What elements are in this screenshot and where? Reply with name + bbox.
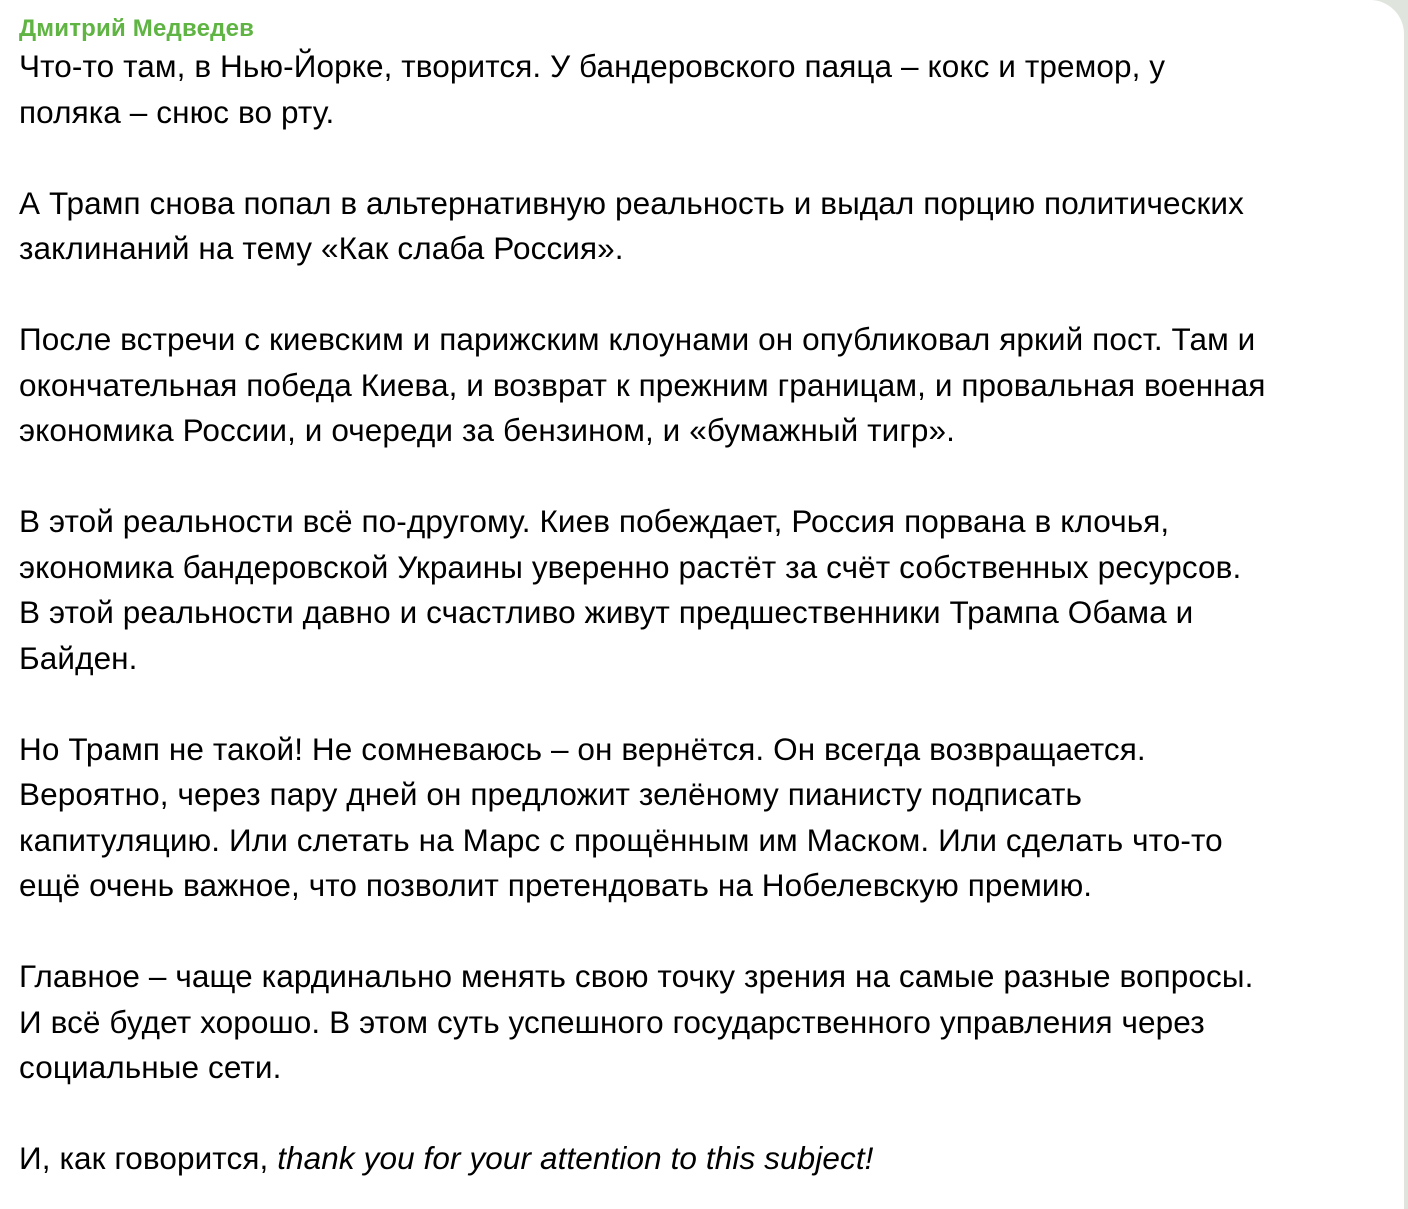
text-line: В этой реальности давно и счастливо живут предшественники Трампа Обама и	[19, 594, 1194, 630]
paragraph-gap	[19, 1091, 1380, 1137]
text-line: окончательная победа Киева, и возврат к прежним границам, и провальная военная	[19, 366, 1266, 403]
text-line: Вероятно, через пару дней он предложит зелёному пианисту подписать	[19, 776, 1083, 812]
message-text	[19, 44, 1380, 1182]
paragraph-gap	[19, 681, 1380, 727]
text-line: Что-то там, в Нью-Йорке, творится. У бандеровского паяца – кокс и тремор, у	[19, 48, 1166, 84]
paragraph-gap	[19, 454, 1380, 500]
paragraph-gap	[19, 135, 1380, 181]
text-line: экономика бандеровской Украины уверенно растёт за счёт собственных ресурсов.	[19, 548, 1242, 585]
paragraph-gap	[19, 909, 1380, 955]
paragraph-5	[19, 727, 1380, 909]
text-line: социальные сети.	[19, 1049, 282, 1085]
text-line: В этой реальности всё по-другому. Киев побеждает, Россия порвана в клочья,	[19, 503, 1170, 539]
chat-background-edge	[1404, 0, 1408, 1209]
text-line: поляка – снюс во рту.	[19, 93, 335, 130]
paragraph-6	[19, 954, 1380, 1091]
text-line: капитуляцию. Или слетать на Марс с прощённым им Маском. Или сделать что-то	[19, 821, 1223, 858]
sender-name[interactable]: Дмитрий Медведев	[19, 15, 255, 42]
paragraph-2	[19, 181, 1380, 272]
text-line: Байден.	[19, 639, 138, 676]
closing-plain-text: И, как говорится,	[19, 1140, 278, 1176]
paragraph-3	[19, 317, 1380, 454]
paragraph-gap	[19, 272, 1380, 318]
paragraph-1	[19, 44, 1380, 135]
text-line	[19, 1136, 1380, 1182]
text-line: Но Трамп не такой! Не сомневаюсь – он вернётся. Он всегда возвращается.	[19, 730, 1146, 767]
text-line: После встречи с киевским и парижским клоунами он опубликовал яркий пост. Там и	[19, 321, 1256, 357]
paragraph-4	[19, 499, 1380, 681]
text-line: ещё очень важное, что позволит претендовать на Нобелевскую премию.	[19, 867, 1093, 903]
closing-italic-text: thank you for your attention to this subject!	[277, 1140, 874, 1176]
text-line: И всё будет хорошо. В этом суть успешного государственного управления через	[19, 1003, 1205, 1040]
text-line: экономика России, и очереди за бензином, и «бумажный тигр».	[19, 412, 956, 448]
closing-paragraph	[19, 1136, 1380, 1182]
text-line: Главное – чаще кардинально менять свою точку зрения на самые разные вопросы.	[19, 958, 1254, 994]
text-line: заклинаний на тему «Как слаба Россия».	[19, 230, 624, 266]
text-line: А Трамп снова попал в альтернативную реальность и выдал порцию политических	[19, 184, 1244, 221]
